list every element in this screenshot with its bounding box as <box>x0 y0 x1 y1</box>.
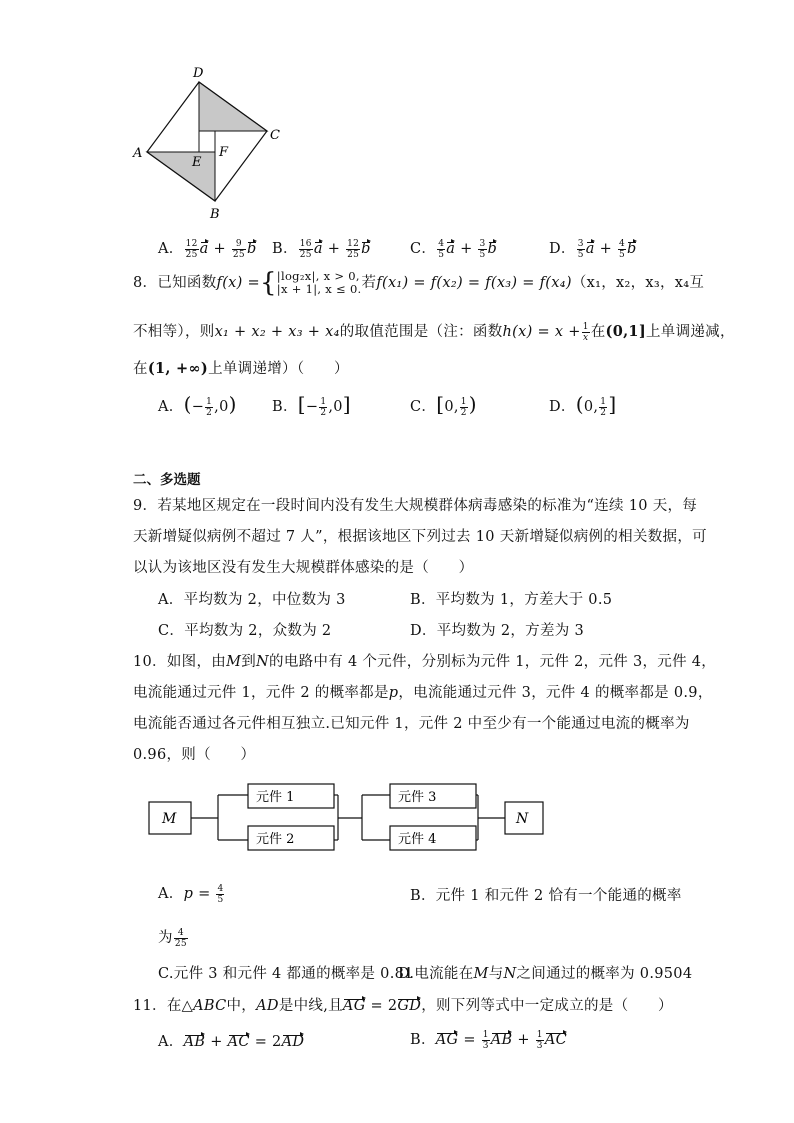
circuit-label-n: N <box>516 811 529 827</box>
q7-option-d: D． $\frac{3}{5}$ a + $\frac{4}{5}$ b <box>549 238 637 260</box>
q11-option-b: B．AG = $\frac{1}{3}$ AB + $\frac{1}{3}$ AC <box>410 1029 567 1051</box>
q8-option-c: C．[0, $\frac{1}{2}$ ) <box>410 392 477 418</box>
q7-option-c: C． $\frac{4}{5}$ a + $\frac{3}{5}$ b <box>410 238 498 260</box>
geometry-figure <box>125 60 295 225</box>
q10-line-2: 电流能通过元件 1，元件 2 的概率都是p，电流能通过元件 3，元件 4 的概率都是 0.9， <box>133 685 713 701</box>
label-d: D <box>193 66 204 81</box>
q9-line-3: 以认为该地区没有发生大规模群体感染的是（ ） <box>133 560 474 576</box>
q9-option-d: D．平均数为 2，方差为 3 <box>410 623 584 639</box>
q10-option-b-cont: 为 $\frac{4}{25}$ <box>158 927 187 949</box>
q9-line-2: 天新增疑似病例不超过 7 人”，根据该地区下列过去 10 天新增疑似病例的相关数据，可 <box>133 529 707 545</box>
q7-option-a: A． $\frac{12}{25}$ a + $\frac{9}{25}$ b <box>158 238 257 260</box>
q8-line-3: 在(1, +∞)上单调递增）（ ） <box>133 360 349 377</box>
q9-line-1: 9．若某地区规定在一段时间内没有发生大规模群体病毒感染的标准为“连续 10 天，每 <box>133 498 698 514</box>
circuit-label-e4: 元件 4 <box>398 832 437 847</box>
q11-stem: 11．在△ABC中，AD是中线,且AG = 2GD，则下列等式中一定成立的是（ ） <box>133 998 673 1014</box>
q9-option-c: C．平均数为 2，众数为 2 <box>158 623 332 639</box>
label-c: C <box>270 128 280 143</box>
circuit-label-e3: 元件 3 <box>398 790 437 805</box>
q11-option-a: A．AB + AC = 2AD <box>158 1034 305 1050</box>
q10-option-b: B．元件 1 和元件 2 恰有一个能通的概率 <box>410 888 682 904</box>
q9-option-a: A．平均数为 2，中位数为 3 <box>158 592 346 608</box>
q8-line-2: 不相等），则x₁ + x₂ + x₃ + x₄的取值范围是（注：函数h(x) = x + $\frac{1}{x}$ 在(0,1]上单调递减， <box>133 321 735 343</box>
label-f: F <box>219 145 229 160</box>
q8-option-d: D．(0, $\frac{1}{2}$ ] <box>549 392 617 418</box>
q10-option-a: A．p = $\frac{4}{5}$ <box>158 883 224 905</box>
q10-option-c: C.元件 3 和元件 4 都通的概率是 0.81 <box>158 966 414 982</box>
q10-line-4: 0.96，则（ ） <box>133 747 256 763</box>
label-e: E <box>192 155 202 170</box>
q8-option-a: A．(− $\frac{1}{2}$ ,0) <box>158 392 237 418</box>
q10-option-d: D.电流能在M与N之间通过的概率为 0.9504 <box>398 966 693 982</box>
q7-option-b: B． $\frac{16}{25}$ a + $\frac{12}{25}$ b <box>272 238 371 260</box>
circuit-label-e2: 元件 2 <box>256 832 295 847</box>
circuit-label-m: M <box>162 811 177 827</box>
q8-option-b: B．[− $\frac{1}{2}$ ,0] <box>272 392 351 418</box>
q10-line-3: 电流能否通过各元件相互独立.已知元件 1，元件 2 中至少有一个能通过电流的概率为 <box>133 716 690 732</box>
q10-line-1: 10．如图，由M到N的电路中有 4 个元件，分别标为元件 1，元件 2，元件 3，元件 4， <box>133 654 717 670</box>
circuit-label-e1: 元件 1 <box>256 790 295 805</box>
q8-line-1: 8．已知函数f(x) ={ |log₂x|, x > 0, |x + 1|, x ≤ 0. 若f(x₁) = f(x₂) = f(x₃) = f(x₄)（x₁，x₂，x₃，x₄互 <box>133 268 705 298</box>
label-b: B <box>210 207 220 222</box>
q9-option-b: B．平均数为 1，方差大于 0.5 <box>410 592 613 608</box>
circuit-diagram <box>140 775 560 855</box>
label-a: A <box>133 146 143 161</box>
section-heading: 二、多选题 <box>133 472 201 488</box>
